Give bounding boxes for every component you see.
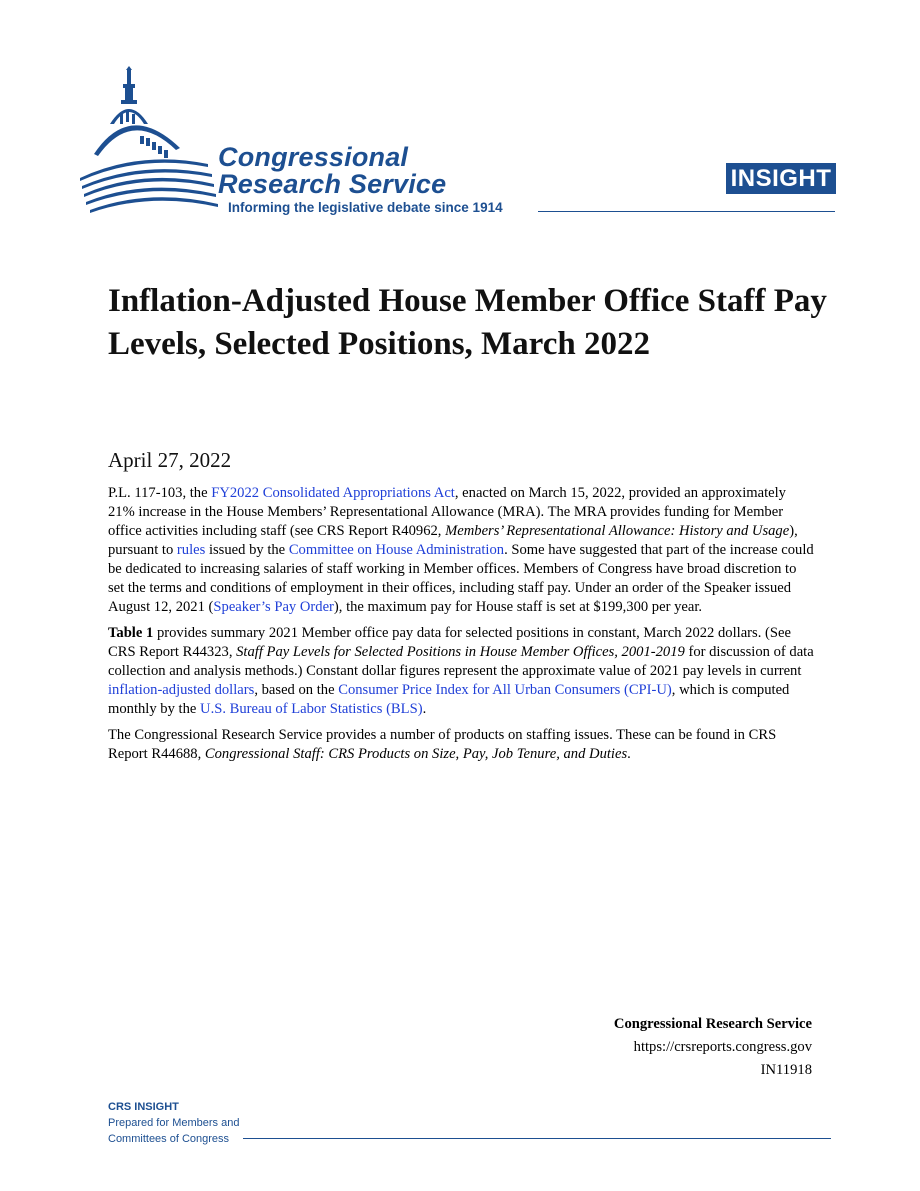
footer-line-3: Committees of Congress xyxy=(108,1133,230,1145)
body-text xyxy=(108,484,814,771)
text-span: , which is computed monthly by the xyxy=(108,682,790,717)
text-span: for discussion of data collection and analysis methods.) Constant dollar figures represent the approximate value of 2021 pay levels in current xyxy=(108,644,814,679)
text-span: The Congressional Research Service provides a number of products on staffing issues. These can be found in CRS Report R44688, xyxy=(108,727,777,762)
text-span: provides summary 2021 Member office pay data for selected positions in constant, March 2022 dollars. (See CRS Report R44323, xyxy=(108,625,791,660)
footer-line-2: Prepared for Members and xyxy=(108,1117,240,1129)
text-span: ), pursuant to xyxy=(108,523,798,558)
tagline: Informing the legislative debate since 1914 xyxy=(228,200,503,215)
report-title-italic: Congressional Staff: CRS Products on Size, Pay, Job Tenure, and Duties xyxy=(204,746,628,762)
paragraph-3 xyxy=(108,726,814,764)
paragraph-1 xyxy=(108,484,814,617)
text-span: , enacted on March 15, 2022, provided an approximately 21% increase in the House Members’ Representational Allowance (MRA). The MRA provides funding for Member office activities including staff (see CRS Report R40962, xyxy=(108,485,786,539)
page-title: Inflation-Adjusted House Member Office Staff Pay Levels, Selected Positions, March 2022 xyxy=(108,283,827,362)
text-span: ), the maximum pay for House staff is set at $199,300 per year. xyxy=(333,599,703,615)
link-speakers-pay-order[interactable]: Speaker’s Pay Order xyxy=(213,599,334,615)
insight-badge: INSIGHT xyxy=(726,163,836,194)
link-rules[interactable]: rules xyxy=(176,542,206,558)
link-cpi-u[interactable]: Consumer Price Index for All Urban Consumers (CPI-U) xyxy=(338,682,672,698)
tagline-divider xyxy=(538,211,835,212)
text-span: , based on the xyxy=(254,682,339,698)
footer-heading: CRS INSIGHT xyxy=(108,1101,179,1113)
link-inflation-adjusted-dollars[interactable]: inflation-adjusted dollars xyxy=(108,682,255,698)
crs-logo xyxy=(80,64,540,224)
org-name xyxy=(218,144,446,198)
text-span: . xyxy=(627,746,631,762)
insight-footer xyxy=(108,1099,239,1147)
crs-info-block xyxy=(614,1013,812,1082)
text-span: P.L. 117-103, the xyxy=(108,485,212,501)
publication-date: April 27, 2022 xyxy=(108,448,232,472)
capitol-dome-icon xyxy=(80,64,220,219)
paragraph-2 xyxy=(108,624,814,719)
report-title-italic: Members’ Representational Allowance: History and Usage xyxy=(445,523,790,539)
table-reference: Table 1 xyxy=(108,625,154,641)
crs-info-id: IN11918 xyxy=(760,1062,812,1078)
text-span: issued by the xyxy=(205,542,289,558)
report-title-italic: Staff Pay Levels for Selected Positions in House Member Offices, 2001-2019 xyxy=(236,644,685,660)
link-committee-house-administration[interactable]: Committee on House Administration xyxy=(288,542,505,558)
link-fy2022-appropriations-act[interactable]: FY2022 Consolidated Appropriations Act xyxy=(211,485,455,501)
crs-info-url: https://crsreports.congress.gov xyxy=(633,1039,812,1055)
org-name-line1: Congressional xyxy=(218,142,409,172)
footer-divider xyxy=(243,1138,831,1139)
crs-info-name: Congressional Research Service xyxy=(613,1016,812,1032)
org-name-line2: Research Service xyxy=(218,169,447,199)
text-span: . Some have suggested that part of the increase could be dedicated to increasing salaries of staff working in Member offices. Members of Congress have broad discretion to set the terms and conditions of employment in their offices, including staff pay. Under an order of the Speaker issued August 12, 2021 ( xyxy=(108,542,814,615)
text-span: . xyxy=(422,701,427,717)
link-bls[interactable]: U.S. Bureau of Labor Statistics (BLS) xyxy=(200,701,423,717)
